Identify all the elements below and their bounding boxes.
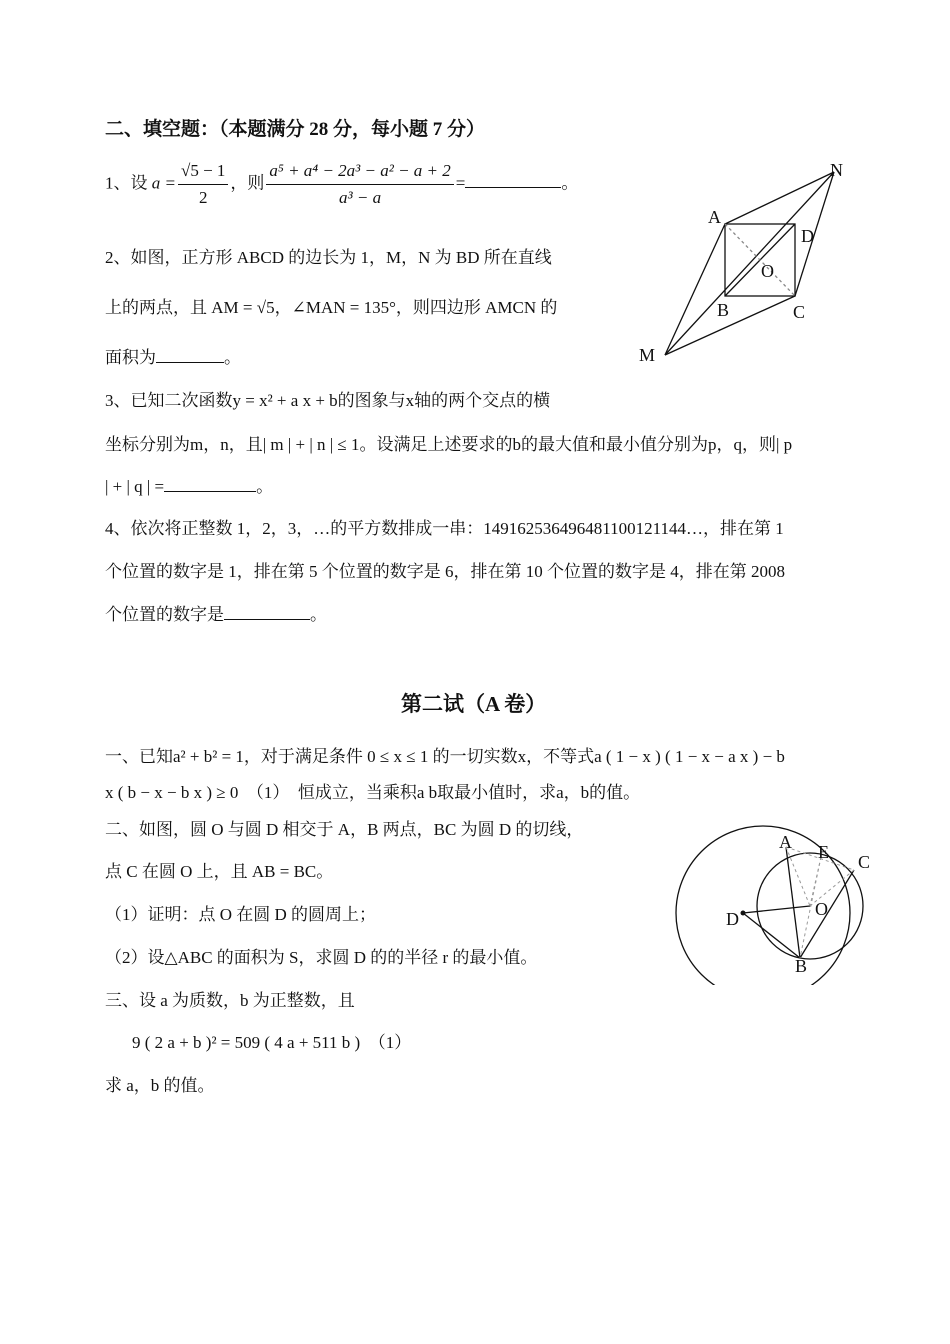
fig1-label-n: N <box>830 160 843 180</box>
fig2-label-c: C <box>858 852 871 872</box>
q3-end: 。 <box>256 477 274 496</box>
q4-line2: 个位置的数字是 1，排在第 5 个位置的数字是 6，排在第 10 个位置的数字是 4，排在第 2008 <box>105 562 785 581</box>
q3-line1: 3、已知二次函数y = x² + a x + b的图象与x轴的两个交点的横 <box>105 391 551 410</box>
section-heading: 二、填空题：（本题满分 28 分，每小题 7 分） <box>105 119 486 140</box>
fig1-label-b: B <box>717 300 730 320</box>
p3-equation: 9 ( 2 a + b )² = 509 ( 4 a + 511 b ) （1） <box>132 1033 412 1052</box>
q1-expr-denominator: a³ − a <box>339 188 382 207</box>
q2-line2-a: 上的两点，且 AM = <box>105 298 257 317</box>
q1-end: 。 <box>561 173 579 193</box>
figure-square-rhombus <box>630 150 860 375</box>
p2-line2: 点 C 在圆 O 上，且 AB = BC。 <box>105 862 334 881</box>
fig1-label-c: C <box>793 302 806 322</box>
p1-line1: 一、已知a² + b² = 1，对于满足条件 0 ≤ x ≤ 1 的一切实数x，不等式a ( 1 − x ) ( 1 − x − a x ) − b <box>105 747 785 766</box>
fig1-line-an <box>725 172 834 224</box>
q1-prefix: 1、设 <box>105 173 152 193</box>
q2-line2-b: ，∠MAN = 135°，则四边形 AMCN 的 <box>274 298 558 317</box>
fig2-label-e: E <box>818 842 829 862</box>
q3-line2: 坐标分别为m，n，且| m | + | n | ≤ 1。设满足上述要求的b的最大值和最小值分别为p，q，则| p <box>105 435 793 454</box>
q2-answer-blank[interactable] <box>156 345 224 363</box>
q1-fraction-a <box>178 160 228 209</box>
p3-line1: 三、设 a 为质数，b 为正整数，且 <box>105 991 355 1010</box>
fig2-line-do <box>743 906 810 913</box>
q1-then: ，则 <box>230 173 265 193</box>
fig1-line-mc <box>665 296 795 355</box>
section-two-title: 第二试（A 卷） <box>401 692 547 716</box>
q1-equals: = <box>455 173 466 193</box>
q2-sqrt5: √5 <box>256 298 275 317</box>
question-1 <box>105 160 578 209</box>
q1-sqrt-numerator: √5 − 1 <box>178 160 228 185</box>
p3-line3: 求 a，b 的值。 <box>105 1076 215 1095</box>
fig2-line-db <box>743 913 800 958</box>
fig1-label-m: M <box>639 345 656 365</box>
q4-line1: 4、依次将正整数 1，2，3，…的平方数排成一串：149162536496481100121144…，排在第 1 <box>105 519 784 538</box>
q4-line3 <box>105 600 327 625</box>
figure-two-circles <box>670 825 885 985</box>
fig2-center-d-dot <box>741 911 746 916</box>
q1-answer-blank[interactable] <box>465 170 561 188</box>
q4-answer-blank[interactable] <box>224 602 310 620</box>
q1-expr-numerator: a⁵ + a⁴ − 2a³ − a² − a + 2 <box>266 160 453 185</box>
fig1-line-ma <box>665 224 725 355</box>
q1-denominator: 2 <box>198 188 208 207</box>
q2-end: 。 <box>224 348 241 367</box>
q2-line2 <box>105 293 557 318</box>
q1-fraction-expr <box>266 160 453 209</box>
fig2-label-a: A <box>779 832 792 852</box>
q3-answer-blank[interactable] <box>164 474 256 492</box>
q4-end: 。 <box>310 605 327 624</box>
q3-line3 <box>105 472 273 497</box>
q2-area-label: 面积为 <box>105 348 156 367</box>
fig1-label-d: D <box>801 226 814 246</box>
fig1-label-a: A <box>708 207 721 227</box>
q1-a-eq: a = <box>151 173 176 193</box>
q2-line3 <box>105 343 241 368</box>
fig1-line-mn <box>665 172 834 355</box>
fig2-label-b: B <box>795 956 808 976</box>
p2-line4: （2）设△ABC 的面积为 S，求圆 D 的的半径 r 的最小值。 <box>105 948 538 967</box>
p2-line1: 二、如图，圆 O 与圆 D 相交于 A，B 两点，BC 为圆 D 的切线， <box>105 820 584 839</box>
fig2-label-o: O <box>815 899 828 919</box>
fig1-label-o: O <box>761 261 774 281</box>
q2-line1: 2、如图，正方形 ABCD 的边长为 1，M，N 为 BD 所在直线 <box>105 248 552 267</box>
fig2-label-d: D <box>726 909 739 929</box>
q4-label: 个位置的数字是 <box>105 605 224 624</box>
q3-expr: | + | q | = <box>105 477 165 496</box>
p1-line2: x ( b − x − b x ) ≥ 0 （1） 恒成立，当乘积a b取最小值时，求a，b的值。 <box>105 783 641 802</box>
p2-line3: （1）证明：点 O 在圆 D 的圆周上； <box>105 905 377 924</box>
